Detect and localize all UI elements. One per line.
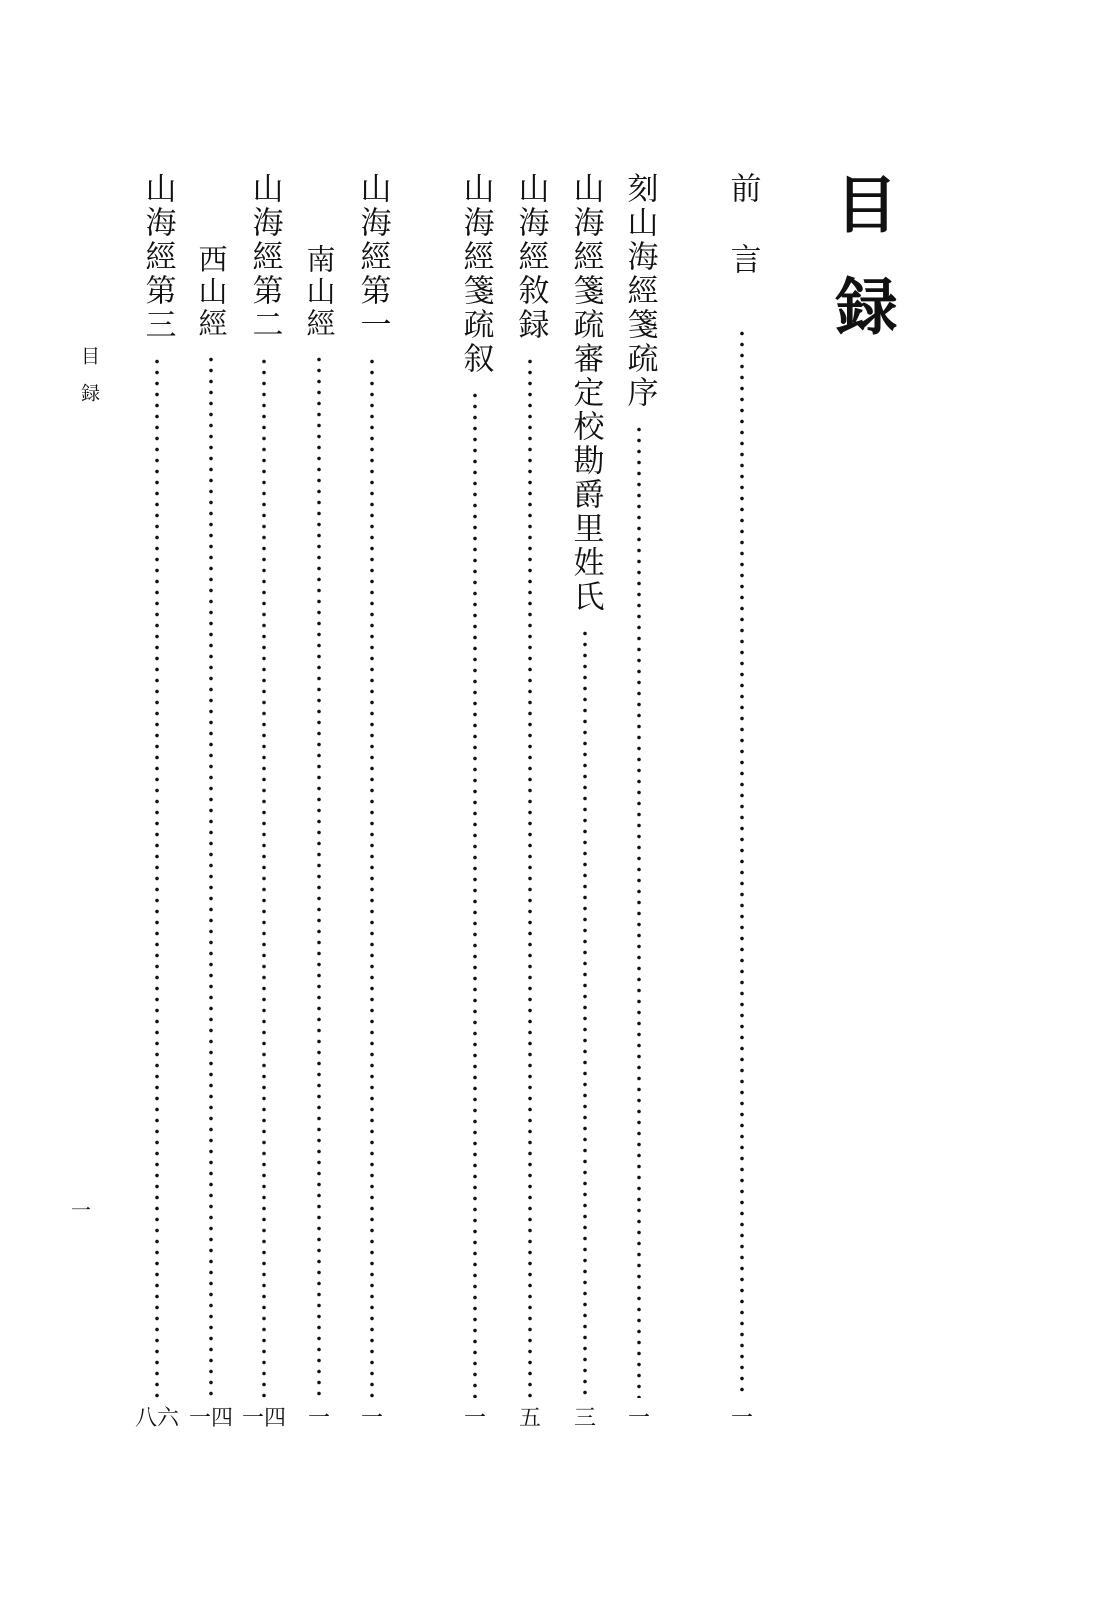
toc-entry-chapter-1[interactable]	[352, 172, 392, 1432]
toc-entry-preface-engraving[interactable]	[619, 172, 659, 1432]
toc-page-number: 一	[360, 1406, 383, 1431]
toc-page-number: 五	[518, 1406, 541, 1431]
toc-entry-chapter-3[interactable]	[135, 172, 180, 1432]
toc-entry-title: 山海經第二	[246, 172, 283, 342]
toc-page-number: 一	[463, 1406, 486, 1431]
toc-entry-editors-list[interactable]	[565, 172, 605, 1432]
dot-leader	[262, 356, 266, 1398]
toc-entry-chapter-2[interactable]	[242, 172, 287, 1432]
toc-entry-title: 山海經第三	[139, 172, 176, 342]
dot-leader	[209, 354, 213, 1398]
dot-leader	[528, 356, 532, 1398]
toc-entry-title: 南山經	[302, 244, 337, 340]
toc-entry-nanshan[interactable]	[299, 244, 339, 1432]
running-head: 目録	[78, 346, 100, 420]
page-title: 目録	[825, 172, 898, 376]
toc-entry-title: 前言	[724, 172, 761, 314]
dot-leader	[155, 356, 159, 1398]
toc-page-number: 一	[307, 1406, 330, 1431]
toc-entry-title: 刻山海經箋疏序	[621, 172, 658, 410]
dot-leader	[637, 424, 641, 1398]
toc-entry-title: 西山經	[194, 244, 229, 340]
dot-leader	[317, 354, 321, 1398]
toc-entry-jianshu-xu[interactable]	[455, 172, 495, 1432]
toc-page-number: 八六	[135, 1406, 180, 1431]
dot-leader	[583, 628, 587, 1398]
toc-entry-preface[interactable]	[722, 172, 762, 1432]
toc-entry-title: 山海經第一	[354, 172, 391, 342]
toc-page-number: 一	[730, 1406, 753, 1431]
toc-entry-title: 山海經箋疏叙	[457, 172, 494, 376]
toc-entry-xishan[interactable]	[189, 244, 234, 1432]
toc-page-number: 一四	[189, 1406, 234, 1431]
toc-page-number: 三	[573, 1406, 596, 1431]
toc-entry-title: 山海經敘録	[512, 172, 549, 342]
toc-entry-title: 山海經箋疏審定校勘爵里姓氏	[567, 172, 604, 614]
dot-leader	[473, 390, 477, 1398]
toc-entry-xulu[interactable]	[510, 172, 550, 1432]
folio-page-number: 一	[71, 1198, 91, 1222]
dot-leader	[370, 356, 374, 1398]
dot-leader	[740, 328, 744, 1398]
toc-page-number: 一四	[242, 1406, 287, 1431]
toc-page-number: 一	[627, 1406, 650, 1431]
